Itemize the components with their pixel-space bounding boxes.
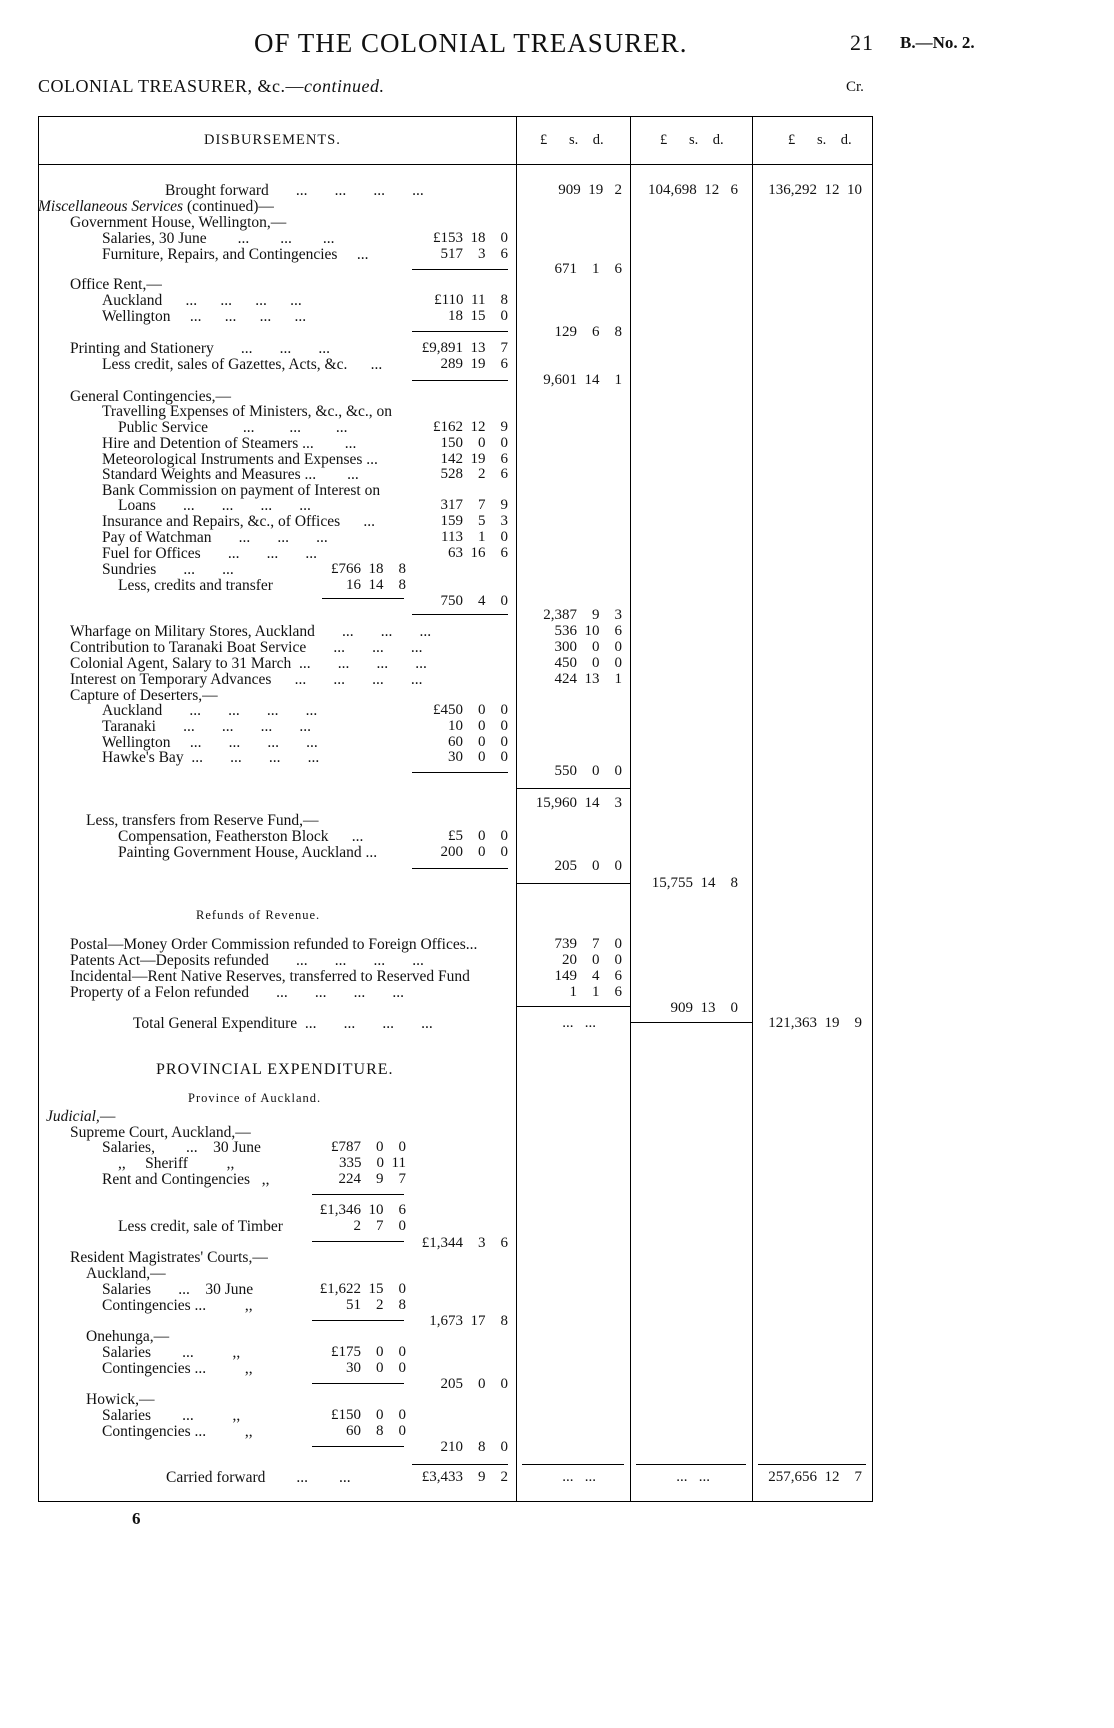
line-text: Wellington ... ... ... ... xyxy=(102,734,318,751)
sum-rule xyxy=(412,380,508,381)
amount: 528 2 6 xyxy=(440,466,508,482)
col-divider-3 xyxy=(752,116,753,1502)
amount: £1,346 10 6 xyxy=(319,1202,406,1218)
line-text: Contribution to Taranaki Boat Service ... ... ... xyxy=(70,639,423,656)
sum-rule xyxy=(312,1241,404,1242)
line-text: Bank Commission on payment of Interest on xyxy=(102,482,381,499)
amount: 909 13 0 xyxy=(670,1000,738,1016)
line-text: Brought forward ... ... ... ... xyxy=(165,182,424,199)
amount: £1,622 15 0 xyxy=(319,1281,406,1297)
amount: 909 19 2 xyxy=(558,182,622,198)
line-text: Auckland ... ... ... ... xyxy=(102,292,302,309)
amount: 9,601 14 1 xyxy=(543,372,622,388)
table-bottom-rule xyxy=(38,1501,872,1502)
line-text: Auckland,— xyxy=(86,1265,166,1282)
sum-rule xyxy=(516,883,630,884)
page-title: OF THE COLONIAL TREASURER. xyxy=(254,28,688,58)
amount: 205 0 0 xyxy=(554,858,622,874)
amount: £150 0 0 xyxy=(331,1407,406,1423)
amount: 20 0 0 xyxy=(562,952,622,968)
amount: £110 11 8 xyxy=(434,292,508,308)
line-text: Judicial,— xyxy=(46,1108,116,1125)
line-text: Howick,— xyxy=(86,1391,155,1408)
line-text: Meteorological Instruments and Expenses ... xyxy=(102,451,378,468)
line-text: Less credit, sale of Timber xyxy=(118,1218,283,1235)
line-text: Miscellaneous Services (continued)— xyxy=(38,198,274,215)
amount: 210 8 0 xyxy=(440,1439,508,1455)
col3-header: £ s. d. xyxy=(788,132,852,148)
line-text: Office Rent,— xyxy=(70,276,162,293)
amount: £175 0 0 xyxy=(331,1344,406,1360)
line-text: Property of a Felon refunded ... ... ... ... xyxy=(70,984,405,1001)
amount: 536 10 6 xyxy=(554,623,622,639)
amount: 15,960 14 3 xyxy=(535,795,622,811)
province-heading: Province of Auckland. xyxy=(188,1091,322,1105)
carried-forward-label: Carried forward ... ... xyxy=(166,1469,351,1486)
disbursements-header: DISBURSEMENTS. xyxy=(204,132,341,148)
sum-rule xyxy=(312,1383,404,1384)
line-text: Contingencies ... ,, xyxy=(102,1423,253,1440)
amount: 30 0 0 xyxy=(346,1360,406,1376)
table-top-rule xyxy=(38,116,872,117)
line-text: Capture of Deserters,— xyxy=(70,687,218,704)
amount: £766 18 8 xyxy=(331,561,406,577)
amount: 104,698 12 6 xyxy=(648,182,738,198)
amount: 10 0 0 xyxy=(448,718,508,734)
line-text: Less, transfers from Reserve Fund,— xyxy=(86,812,319,829)
amount: 289 19 6 xyxy=(440,356,508,372)
line-text: Salaries, 30 June ... ... ... xyxy=(102,230,335,247)
amount: 15,755 14 8 xyxy=(651,875,738,891)
amount: 335 0 11 xyxy=(339,1155,406,1171)
carried-forward-amount: £3,433 9 2 xyxy=(421,1469,508,1485)
table-border-left xyxy=(38,116,39,1502)
line-text: Salaries ... 30 June xyxy=(102,1281,254,1298)
amount: £9,891 13 7 xyxy=(421,340,508,356)
section-subtitle: COLONIAL TREASURER, &c.—continued. xyxy=(38,76,385,96)
line-text: Wharfage on Military Stores, Auckland ... ... ... xyxy=(70,623,432,640)
amount: 16 14 8 xyxy=(346,577,406,593)
amount-placeholder: ... ... xyxy=(562,1469,596,1485)
line-text: Patents Act—Deposits refunded ... ... ... ... xyxy=(70,952,424,969)
col-divider-1 xyxy=(516,116,517,1502)
amount: 750 4 0 xyxy=(440,593,508,609)
line-text: Loans ... ... ... ... xyxy=(118,497,311,514)
amount: 129 6 8 xyxy=(554,324,622,340)
line-text: Resident Magistrates' Courts,— xyxy=(70,1249,268,1266)
line-text: Sundries ... ... xyxy=(102,561,234,578)
line-text: Salaries ... ,, xyxy=(102,1344,241,1361)
amount: 60 8 0 xyxy=(346,1423,406,1439)
amount: 424 13 1 xyxy=(554,671,622,687)
line-text: Compensation, Featherston Block ... xyxy=(118,828,364,845)
sum-rule xyxy=(312,1194,404,1195)
col1-header: £ s. d. xyxy=(540,132,604,148)
amount: £1,344 3 6 xyxy=(421,1235,508,1251)
amount: 142 19 6 xyxy=(440,451,508,467)
line-text: Interest on Temporary Advances ... ... ... ... xyxy=(70,671,423,688)
amount: £787 0 0 xyxy=(331,1139,406,1155)
line-text: Auckland ... ... ... ... xyxy=(102,702,318,719)
carried-forward-total: 257,656 12 7 xyxy=(768,1469,862,1485)
line-text: Taranaki ... ... ... ... xyxy=(102,718,311,735)
table-border-right xyxy=(872,116,873,1502)
line-text: Colonial Agent, Salary to 31 March ... ... ... ... xyxy=(70,655,427,672)
line-text: Pay of Watchman ... ... ... xyxy=(102,529,328,546)
amount: 300 0 0 xyxy=(554,639,622,655)
table-header-rule xyxy=(38,164,872,165)
sum-rule xyxy=(636,1464,746,1465)
amount: 63 16 6 xyxy=(448,545,508,561)
amount: 739 7 0 xyxy=(554,936,622,952)
line-text: Salaries ... ,, xyxy=(102,1407,241,1424)
line-text: Standard Weights and Measures ... ... xyxy=(102,466,359,483)
amount: 18 15 0 xyxy=(448,308,508,324)
sum-rule xyxy=(516,788,630,789)
line-text: General Contingencies,— xyxy=(70,388,231,405)
provincial-heading: PROVINCIAL EXPENDITURE. xyxy=(156,1061,394,1078)
amount: 51 2 8 xyxy=(346,1297,406,1313)
line-text: Supreme Court, Auckland,— xyxy=(70,1124,251,1141)
amount: 150 0 0 xyxy=(440,435,508,451)
line-text: Salaries, ... 30 June xyxy=(102,1139,261,1156)
col2-header: £ s. d. xyxy=(660,132,724,148)
line-text: Government House, Wellington,— xyxy=(70,214,287,231)
amount: 30 0 0 xyxy=(448,749,508,765)
sum-rule xyxy=(758,1464,866,1465)
amount: £450 0 0 xyxy=(433,702,508,718)
amount: £153 18 0 xyxy=(433,230,508,246)
amount: 1,673 17 8 xyxy=(429,1313,508,1329)
line-text: Painting Government House, Auckland ... xyxy=(118,844,378,861)
amount: 205 0 0 xyxy=(440,1376,508,1392)
amount: £162 12 9 xyxy=(433,419,508,435)
sum-rule xyxy=(516,1006,630,1007)
line-text: Furniture, Repairs, and Contingencies ... xyxy=(102,246,369,263)
amount-placeholder: ... ... xyxy=(676,1469,710,1485)
document-ref: B.—No. 2. xyxy=(900,33,975,52)
amount: 671 1 6 xyxy=(554,261,622,277)
amount: 517 3 6 xyxy=(440,246,508,262)
line-text: Contingencies ... ,, xyxy=(102,1360,253,1377)
amount: 159 5 3 xyxy=(440,513,508,529)
amount: 2,387 9 3 xyxy=(543,607,622,623)
line-text: Contingencies ... ,, xyxy=(102,1297,253,1314)
total-general-label: Total General Expenditure ... ... ... ... xyxy=(133,1015,433,1032)
amount-placeholder: ... ... xyxy=(562,1015,596,1031)
amount: £5 0 0 xyxy=(448,828,508,844)
sum-rule xyxy=(412,614,508,615)
sum-rule xyxy=(322,598,404,599)
amount: 60 0 0 xyxy=(448,734,508,750)
line-text: Travelling Expenses of Ministers, &c., &c., on xyxy=(102,403,393,420)
amount: 550 0 0 xyxy=(554,763,622,779)
amount: 149 4 6 xyxy=(554,968,622,984)
line-text: Less credit, sales of Gazettes, Acts, &c. ... xyxy=(102,356,383,373)
page-number: 21 xyxy=(850,30,874,55)
sum-rule xyxy=(312,1446,404,1447)
amount: 121,363 19 9 xyxy=(768,1015,862,1031)
line-text: Printing and Stationery ... ... ... xyxy=(70,340,331,357)
line-text: Onehunga,— xyxy=(86,1328,170,1345)
amount: 450 0 0 xyxy=(554,655,622,671)
amount: 200 0 0 xyxy=(440,844,508,860)
folio-number: 6 xyxy=(132,1509,141,1528)
line-text: Hawke's Bay ... ... ... ... xyxy=(102,749,320,766)
sum-rule xyxy=(412,269,508,270)
amount: 136,292 12 10 xyxy=(768,182,862,198)
refunds-heading: Refunds of Revenue. xyxy=(196,908,321,922)
amount: 113 1 0 xyxy=(441,529,508,545)
line-text: Incidental—Rent Native Reserves, transferred to Reserved Fund xyxy=(70,968,470,985)
amount: 317 7 9 xyxy=(440,497,508,513)
sum-rule xyxy=(412,1464,508,1465)
line-text: Rent and Contingencies ,, xyxy=(102,1171,270,1188)
line-text: Public Service ... ... ... xyxy=(118,419,348,436)
sum-rule xyxy=(412,772,508,773)
sum-rule xyxy=(312,1320,404,1321)
sum-rule xyxy=(522,1464,624,1465)
amount: 1 1 6 xyxy=(569,984,622,1000)
amount: 224 9 7 xyxy=(338,1171,406,1187)
line-text: Insurance and Repairs, &c., of Offices ... xyxy=(102,513,376,530)
line-text: Wellington ... ... ... ... xyxy=(102,308,307,325)
amount: 2 7 0 xyxy=(353,1218,406,1234)
line-text: Hire and Detention of Steamers ... ... xyxy=(102,435,357,452)
sum-rule xyxy=(412,331,508,332)
sum-rule xyxy=(630,1022,752,1023)
sum-rule xyxy=(412,868,508,869)
col-divider-2 xyxy=(630,116,631,1502)
line-text: Fuel for Offices ... ... ... xyxy=(102,545,317,562)
credit-marker: Cr. xyxy=(846,79,864,95)
line-text: Less, credits and transfer xyxy=(118,577,273,594)
line-text: Postal—Money Order Commission refunded to Foreign Offices... xyxy=(70,936,478,953)
line-text: ,, Sheriff ,, xyxy=(118,1155,235,1172)
